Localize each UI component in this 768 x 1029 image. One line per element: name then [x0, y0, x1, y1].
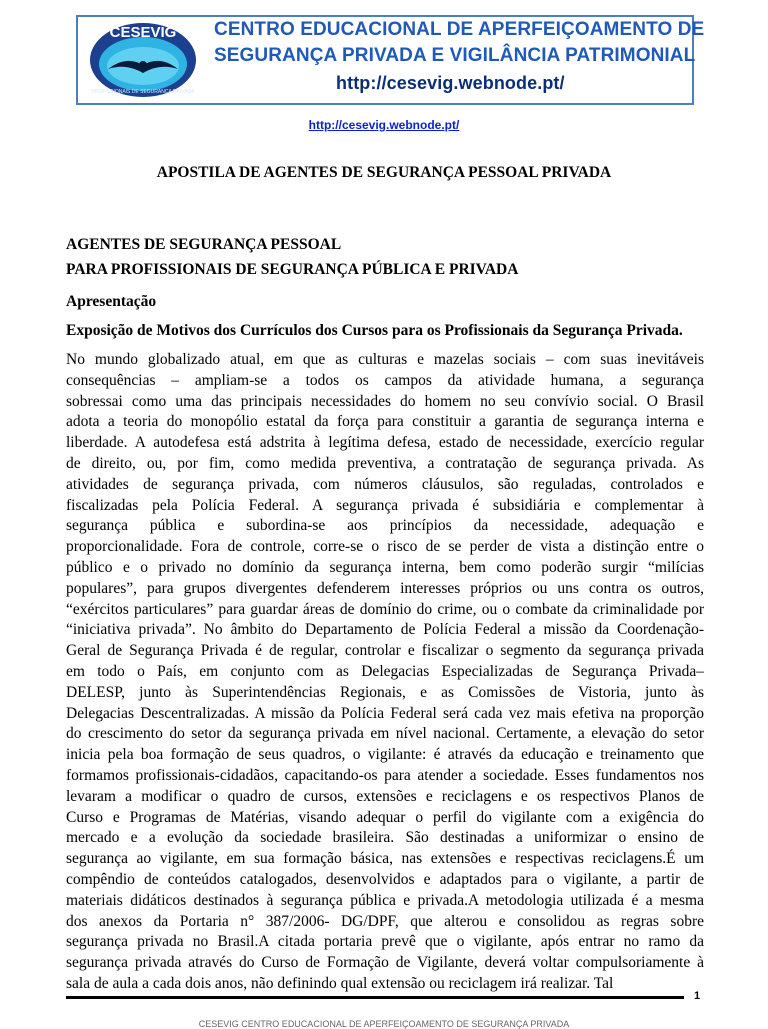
cesevig-logo: [88, 21, 198, 99]
body-paragraph: [66, 350, 704, 995]
paragraph-line: DELESP, junto às Superintendências Regionais, e as Comissões de Vistoria, junto às: [66, 683, 704, 701]
footer-text: CESEVIG CENTRO EDUCACIONAL DE APERFEIÇOAMENTO DE SEGURANÇA PRIVADA: [198, 1019, 570, 1029]
paragraph-line: levaram a modificar o quadro de cursos, extensões e reciclagens e os respectivos Planos de: [66, 787, 704, 805]
paragraph-line: “iniciativa privada”. No âmbito do Departamento de Polícia Federal a missão da Coordenação-: [66, 621, 704, 639]
paragraph-line: inicia pela boa formação de seus quadros, o vigilante: é através da educação e treinamento que: [66, 746, 704, 764]
paragraph-line: proporcionalidade. Fora de controle, corre-se o risco de se perder de vista a distinção entre o: [66, 538, 704, 556]
logo-title: CESEVIG: [109, 24, 177, 41]
paragraph-line: sobressai como uma das principais necessidades do homem no seu convívio social. O Brasil: [66, 392, 704, 410]
paragraph-line: segurança privada no Brasil.A citada portaria prevê que o vigilante, após entrar no ramo da: [66, 933, 704, 951]
paragraph-line: compêndio de conteúdos catalogados, desenvolvidos e adaptados para o vigilante, a partir de: [66, 870, 704, 888]
paragraph-line: populares”, para grupos divergentes defenderem interesses próprios ou uns contra os outros,: [66, 579, 704, 597]
logo-ring-text: PROFISSIONAIS DE SEGURANÇA PRIVADA: [91, 89, 195, 95]
paragraph-line: mercado e a evolução da sociedade brasileira. São destinadas a uniformizar o ensino de: [66, 829, 704, 847]
paragraph-line: No mundo globalizado atual, em que as culturas e mazelas sociais – com suas inevitáveis: [66, 351, 704, 368]
section-heading-exposicao: Exposição de Motivos dos Currículos dos Cursos para os Profissionais da Segurança Privada.: [66, 322, 683, 339]
footer-divider: [66, 996, 684, 999]
paragraph-line: consequências – ampliam-se a todos os campos da atividade humana, a segurança: [66, 371, 704, 389]
paragraph-line: dos anexos da Portaria n° 387/2006- DG/DPF, que alterou e consolidou as regras sobre: [66, 912, 704, 930]
paragraph-line: “exércitos particulares” para guardar áreas de domínio do crime, ou o combate da criminalidade por: [66, 600, 704, 618]
paragraph-line: Curso e Programas de Matérias, visando adequar o perfil do vigilante com a exigência do: [66, 808, 704, 826]
paragraph-line: em todo o País, em conjunto com as Delegacias Especializadas de Segurança Privada–: [66, 662, 704, 680]
paragraph-line: atividades de segurança privada, com números cláusulos, são reguladas, controlados e: [66, 475, 704, 493]
paragraph-line: fiscalizadas pela Polícia Federal. A segurança privada é subsidiária e complementar à: [66, 496, 704, 514]
paragraph-line: materiais didáticos destinados à segurança pública e privada.A metodologia utilizada é a mesma: [66, 891, 704, 909]
paragraph-line: Geral de Segurança Privada é de regular, controlar e fiscalizar o segmento da segurança privada: [66, 642, 704, 660]
paragraph-line: do crescimento do setor da segurança privada em nível nacional. Certamente, a elevação do setor: [66, 725, 704, 743]
header-line-1: CENTRO EDUCACIONAL DE APERFEIÇOAMENTO DE: [214, 19, 705, 40]
page-number: 1: [694, 990, 701, 1002]
paragraph-line: segurança privada através do Curso de Formação de Vigilante, deverá voltar compulsoriamente à: [66, 954, 704, 972]
paragraph-line: de direito, ou, por fim, como medida preventiva, a contratação de segurança privada. As: [66, 454, 704, 472]
paragraph-line: formamos profissionais-cidadãos, capacitando-os para atender a sociedade. Esses fundamentos nos: [66, 766, 704, 784]
header-line-2: SEGURANÇA PRIVADA E VIGILÂNCIA PATRIMONIAL: [214, 45, 696, 66]
paragraph-line: segurança pública e subordina-se aos princípios da necessidade, adequação e: [66, 517, 704, 535]
header-url[interactable]: http://cesevig.webnode.pt/: [336, 73, 565, 93]
paragraph-line: sala de aula a cada dois anos, não definindo qual extensão ou reciclagem irá realizar. Tal: [66, 974, 614, 992]
section-heading-2: PARA PROFISSIONAIS DE SEGURANÇA PÚBLICA E PRIVADA: [66, 261, 519, 278]
paragraph-line: segurança ao vigilante, em sua formação básica, nas extensões e respectivas reciclagens.É um: [66, 850, 704, 868]
paragraph-line: Delegacias Descentralizadas. A missão da Polícia Federal será cada vez mais efetiva na proporção: [66, 704, 704, 722]
paragraph-line: adota a teoria do monopólio estatal da força para constituir a garantia de segurança interna e: [66, 413, 704, 431]
paragraph-line: liberdade. A autodefesa está adstrita à legítima defesa, estado de necessidade, exercício regular: [66, 434, 704, 452]
document-title: APOSTILA DE AGENTES DE SEGURANÇA PESSOAL PRIVADA: [156, 164, 612, 181]
header-banner: [76, 15, 705, 105]
section-heading-1: AGENTES DE SEGURANÇA PESSOAL: [66, 236, 342, 253]
paragraph-line: público e o privado no domínio da segurança interna, bem como poderão surgir “milícias: [66, 558, 704, 576]
website-link[interactable]: http://cesevig.webnode.pt/: [308, 118, 460, 132]
section-heading-apresentacao: Apresentação: [66, 293, 157, 310]
